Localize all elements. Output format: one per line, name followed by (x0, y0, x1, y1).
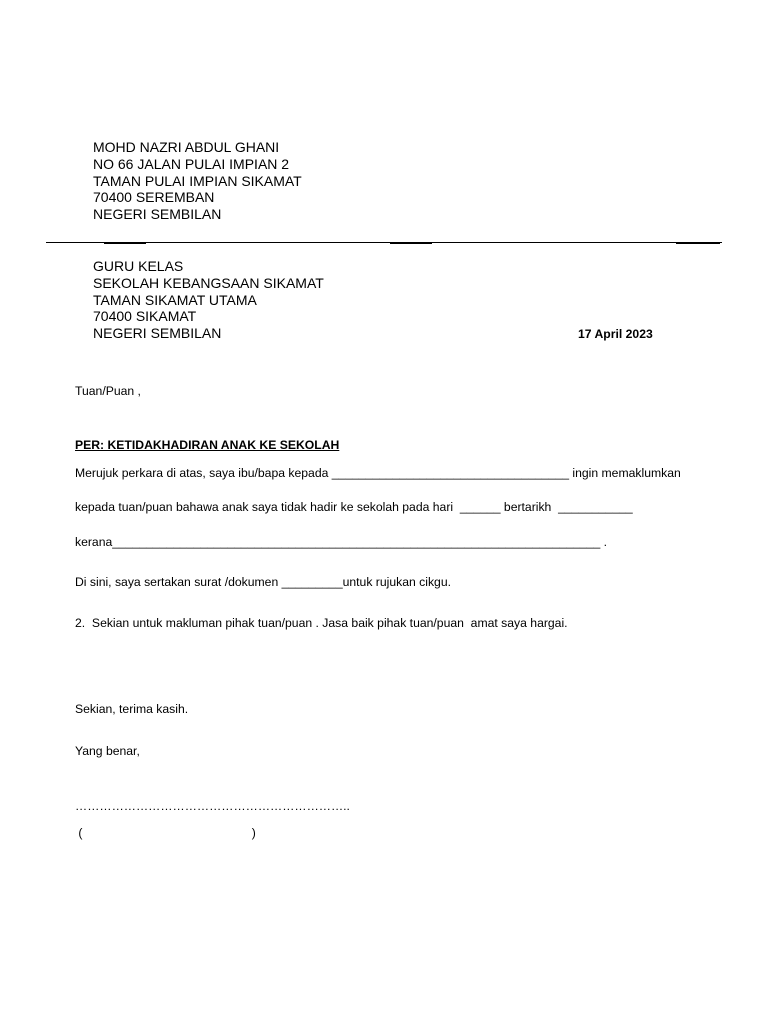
sender-address-line: 70400 SEREMBAN (93, 189, 215, 206)
recipient-address-line: SEKOLAH KEBANGSAAN SIKAMAT (93, 274, 324, 291)
recipient-address (93, 258, 324, 342)
header-divider-segment (676, 242, 720, 244)
thanks-text: Sekian, terima kasih. (75, 702, 189, 716)
recipient-address-line: 70400 SIKAMAT (93, 308, 197, 325)
recipient-address-line: NEGERI SEMBILAN (93, 325, 222, 342)
sender-address-line: NO 66 JALAN PULAI IMPIAN 2 (93, 155, 290, 172)
header-divider (46, 242, 722, 243)
attachment-paragraph: Di sini, saya sertakan surat /dokumen _________untuk rujukan cikgu. (75, 575, 452, 589)
signature-line: ………………………………………………………….. (75, 799, 350, 813)
letter-date: 17 April 2023 (578, 327, 653, 341)
name-brackets: ( ) (75, 826, 256, 840)
body-paragraph-line: Merujuk perkara di atas, saya ibu/bapa kepada ___________________________________ ingin memaklumkan (75, 466, 681, 480)
header-divider-segment (104, 242, 146, 244)
sender-name: MOHD NAZRI ABDUL GHANI (93, 139, 280, 155)
sender-address (93, 139, 302, 223)
body-paragraph-line: kerana________________________________________________________________________ . (75, 535, 608, 549)
salutation: Tuan/Puan , (75, 384, 141, 398)
subject-line: PER: KETIDAKHADIRAN ANAK KE SEKOLAH (75, 438, 340, 452)
header-divider-segment (390, 242, 432, 244)
sign-off: Yang benar, (75, 744, 140, 758)
closing-paragraph: 2. Sekian untuk makluman pihak tuan/puan . Jasa baik pihak tuan/puan amat saya hargai. (75, 616, 568, 630)
recipient-address-line: TAMAN SIKAMAT UTAMA (93, 291, 257, 308)
body-paragraph-line: kepada tuan/puan bahawa anak saya tidak hadir ke sekolah pada hari ______ bertarikh ___________ (75, 500, 633, 514)
recipient-title: GURU KELAS (93, 258, 184, 274)
sender-address-line: TAMAN PULAI IMPIAN SIKAMAT (93, 172, 302, 189)
sender-address-line: NEGERI SEMBILAN (93, 206, 222, 223)
